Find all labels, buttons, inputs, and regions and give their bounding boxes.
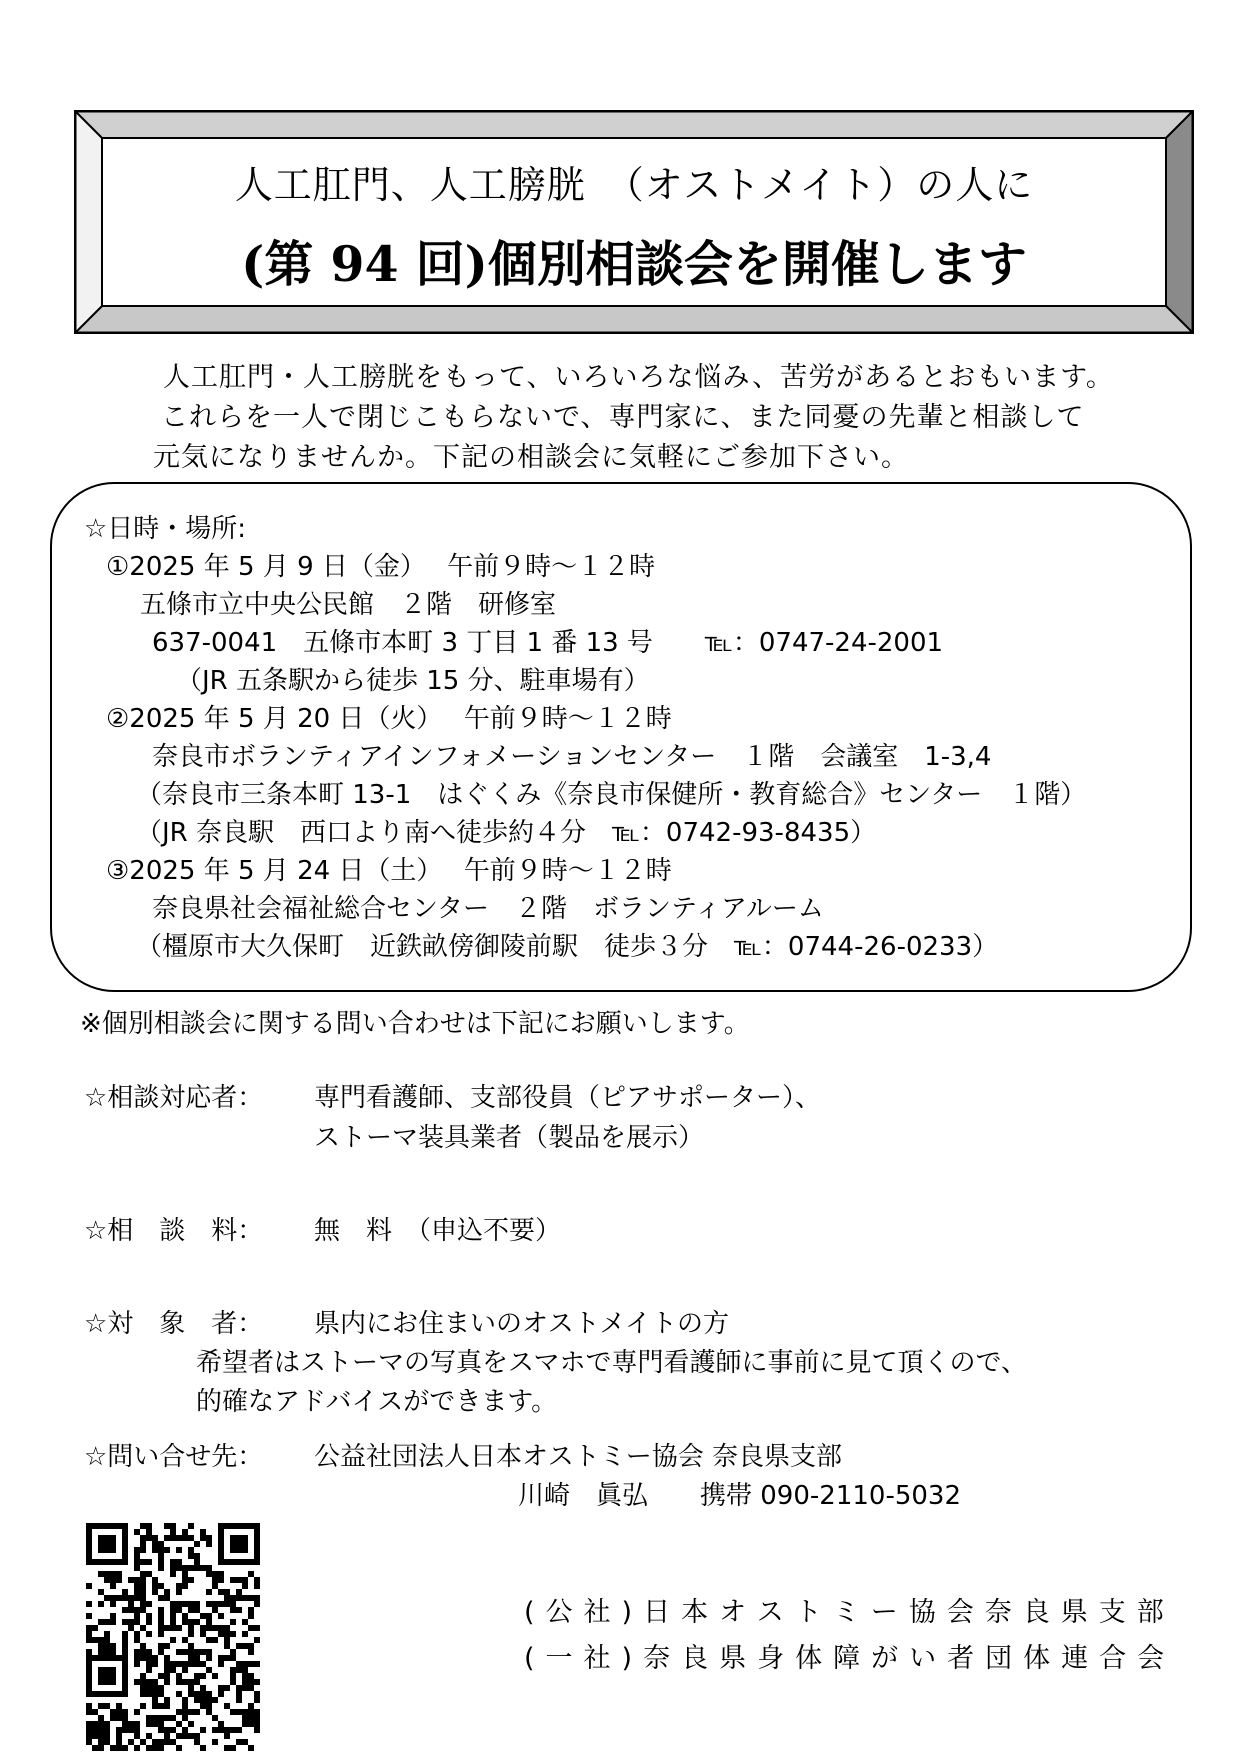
schedule-date-3: ③2025 年 5 月 24 日（土） 午前９時～１２時: [106, 856, 672, 886]
contact-line-1: 公益社団法人日本オストミー協会 奈良県支部: [314, 1442, 843, 1472]
target-line-2: 希望者はストーマの写真をスマホで専門看護師に事前に見て頂くので、: [196, 1348, 1027, 1378]
beveled-frame: [74, 110, 1194, 334]
organizer-2: (一社)奈良県身体障がい者団体連合会: [524, 1643, 1176, 1674]
contact-line-2: 川崎 眞弘 携帯 090-2110-5032: [518, 1481, 961, 1511]
schedule-access-3: （橿原市大久保町 近鉄畝傍御陵前駅 徒歩３分 ℡：0744-26-0233）: [136, 932, 999, 962]
intro-line-1: 人工肛門・人工膀胱をもって、いろいろな悩み、苦労があるとおもいます。: [163, 362, 1114, 393]
target-line-3: 的確なアドバイスができます。: [196, 1387, 558, 1417]
schedule-heading: ☆日時・場所:: [84, 514, 247, 544]
schedule-date-1: ①2025 年 5 月 9 日（金） 午前９時～１２時: [106, 552, 656, 582]
intro-line-2: これらを一人で閉じこもらないで、専門家に、また同憂の先輩と相談して: [161, 402, 1085, 433]
inquiry-note: ※個別相談会に関する問い合わせは下記にお願いします。: [80, 1009, 750, 1039]
title-line-1: 人工肛門、人工膀胱 （オストメイト）の人に: [234, 163, 1034, 207]
schedule-venue-3: 奈良県社会福祉総合センター ２階 ボランティアルーム: [152, 894, 824, 924]
schedule-access-2: （JR 奈良駅 西口より南へ徒歩約４分 ℡：0742-93-8435）: [136, 818, 877, 848]
fee-value: 無 料 （申込不要）: [314, 1216, 562, 1246]
fee-label: ☆相 談 料：: [84, 1216, 264, 1246]
contact-label: ☆問い合せ先：: [84, 1442, 264, 1472]
target-label: ☆対 象 者：: [84, 1309, 264, 1339]
schedule-venue-2: 奈良市ボランティアインフォメーションセンター １階 会議室 1-3,4: [152, 742, 992, 772]
counselor-line-2: ストーマ装具業者（製品を展示）: [314, 1123, 705, 1153]
counselor-label: ☆相談対応者：: [84, 1083, 264, 1113]
intro-line-3: 元気になりませんか。下記の相談会に気軽にご参加下さい。: [153, 442, 909, 473]
schedule-venue-1: 五條市立中央公民館 ２階 研修室: [140, 590, 557, 620]
organizer-1: (公社)日本オストミー協会奈良県支部: [524, 1597, 1175, 1628]
schedule-address-2: （奈良市三条本町 13-1 はぐくみ《奈良市保健所・教育総合》センター １階）: [136, 780, 1087, 810]
schedule-address-1: 637-0041 五條市本町 3 丁目 1 番 13 号 ℡：0747-24-2001: [152, 628, 944, 658]
title-line-2: (第 94 回)個別相談会を開催します: [241, 235, 1027, 293]
schedule-access-1: （JR 五条駅から徒歩 15 分、駐車場有）: [176, 666, 650, 696]
qr-code[interactable]: [86, 1523, 260, 1755]
title-banner: [74, 110, 1194, 334]
schedule-date-2: ②2025 年 5 月 20 日（火） 午前９時～１２時: [106, 704, 672, 734]
counselor-line-1: 専門看護師、支部役員（ピアサポーター）、: [314, 1083, 822, 1113]
target-line-1: 県内にお住まいのオストメイトの方: [314, 1309, 729, 1339]
